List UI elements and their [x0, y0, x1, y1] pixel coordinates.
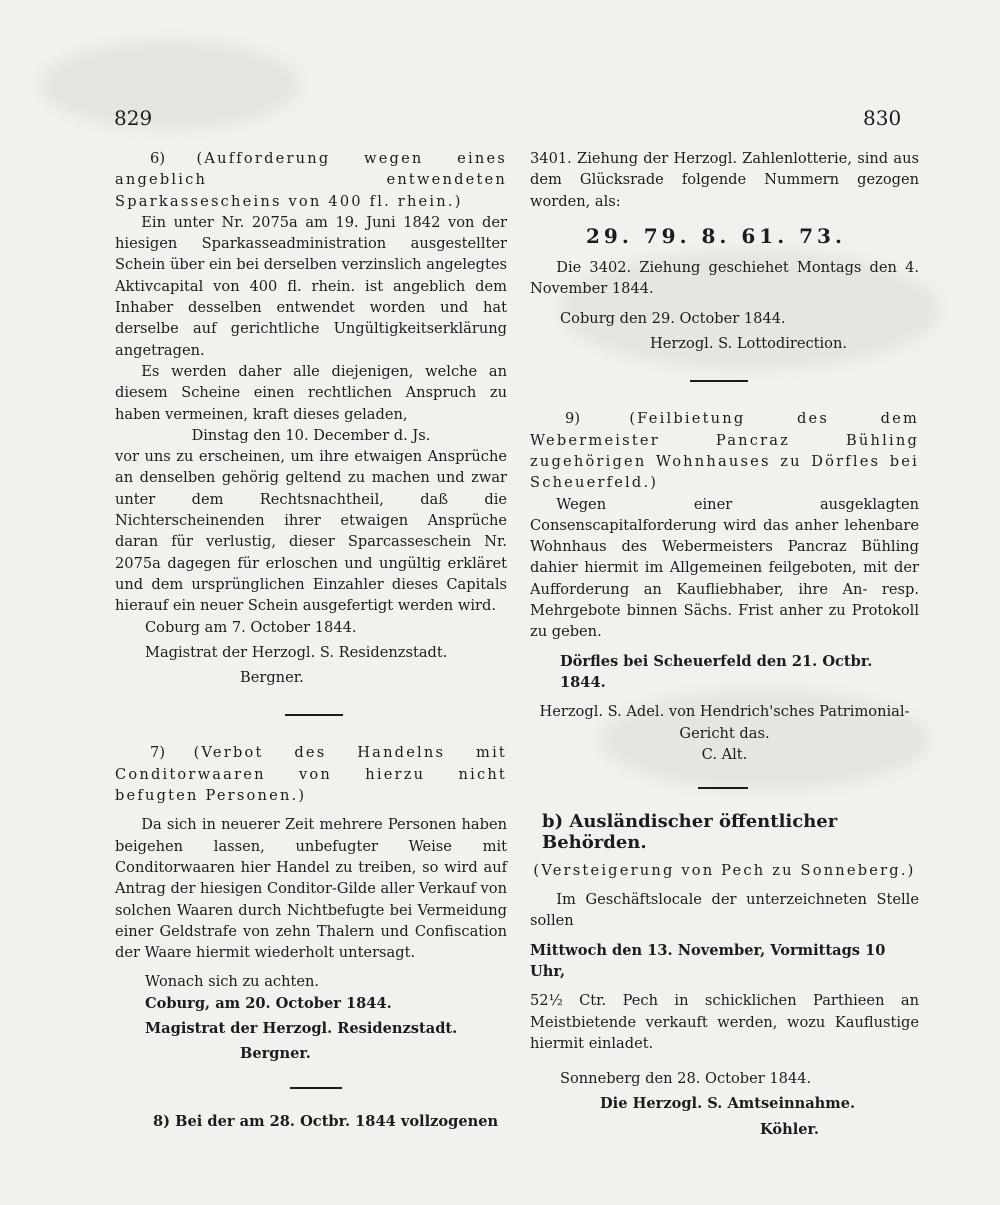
paragraph: 52½ Ctr. Pech in schicklichen Parthieen an Meistbietende verkauft werden, wozu Kauflustige hiermit einladet.	[530, 992, 919, 1052]
section-heading: b) Ausländischer öffentlicher Behörden.	[542, 811, 838, 854]
lottery-numbers: 29. 79. 8. 61. 73.	[586, 223, 846, 248]
paragraph: 3401. Ziehung der Herzogl. Zahlenlotterie, sind aus dem Glücksrade folgende Nummern gezogen worden, als:	[530, 150, 919, 210]
paragraph: Wegen einer ausgeklagten Consenscapitalforderung wird das anher lehenbare Wohnhaus des Webermeisters Pancraz Bühling dahier hiermit im Allgemeinen feilgeboten, mit der Aufforderung an Kaufliebhaber, ihre An- resp. Mehrgebote binnen Sächs. Frist anher zu Protokoll zu geben.	[530, 495, 919, 641]
page-number-left: 829	[114, 106, 153, 130]
section-divider	[285, 714, 343, 716]
signature-authority: Magistrat der Herzogl. S. Residenzstadt.	[145, 643, 448, 661]
paragraph: Es werden daher alle diejenigen, welche an diesem Scheine einen rechtlichen Anspruch zu haben vermeinen, kraft dieses geladen,	[115, 362, 507, 423]
signature-name: Bergner.	[240, 669, 304, 687]
place-date: Coburg am 7. October 1844.	[145, 618, 357, 636]
paragraph: Die 3402. Ziehung geschiehet Montags den 4. November 1844.	[530, 259, 919, 298]
section-divider	[698, 787, 748, 789]
signature-authority: Magistrat der Herzogl. Residenzstadt.	[145, 1019, 458, 1037]
signature-authority: Herzogl. S. Adel. von Hendrich'sches Patrimonial-Gericht das.	[539, 703, 910, 742]
centered-date: Dinstag den 10. December d. Js.	[191, 426, 431, 444]
item-9-title	[530, 408, 919, 493]
paragraph: Im Geschäftslocale der unterzeichneten Stelle sollen	[530, 891, 919, 930]
left-column	[115, 148, 507, 1132]
closing-line: Wonach sich zu achten.	[145, 973, 320, 991]
item-7-title	[115, 742, 507, 806]
section-divider	[290, 1087, 342, 1089]
signature-name: Köhler.	[760, 1120, 819, 1138]
item-number: 7)	[150, 744, 166, 762]
item-8-start: 8) Bei der am 28. Octbr. 1844 vollzogenen	[153, 1112, 499, 1130]
right-column	[530, 148, 919, 1140]
item-number: 6)	[150, 150, 166, 167]
auction-date: Mittwoch den 13. November, Vormittags 10 Uhr,	[530, 941, 886, 980]
paragraph: vor uns zu erscheinen, um ihre etwaigen Ansprüche an denselben gehörig geltend zu machen und zwar unter dem Rechtsnachtheil, daß die Nichterscheinenden ihrer etwaigen Ansprüche daran für verlustig, dieser Sparcasseschein Nr. 2075a dagegen für erloschen und ungültig erkläret und dem ursprünglichen Einzahler dieses Capitals hierauf ein neuer Schein ausgefertigt werden wird.	[115, 448, 507, 615]
place-date: Sonneberg den 28. October 1844.	[560, 1070, 812, 1088]
paragraph: Da sich in neuerer Zeit mehrere Personen haben beigehen lassen, unbefugter Weise mit Conditorwaaren hier Handel zu treiben, so wird auf Antrag der hiesigen Conditor-Gilde aller Verkauf von solchen Waaren durch Nichtbefugte bei Vermeidung einer Geldstrafe von zehn Thalern und Confiscation der Waare hiermit wiederholt untersagt.	[115, 816, 507, 962]
section-divider	[690, 380, 748, 382]
item-title-text: (Versteigerung von Pech zu Sonneberg.)	[533, 861, 916, 879]
paragraph: Ein unter Nr. 2075a am 19. Juni 1842 von der hiesigen Sparkasseadministration ausgestellter Schein über ein bei derselben verzinslich angelegtes Aktivcapital von 400 fl. rhein. ist angeblich dem Inhaber desselben entwendet worden und hat derselbe auf gerichtliche Ungültigkeitserklärung angetragen.	[115, 213, 507, 359]
place-date: Coburg, am 20. October 1844.	[145, 994, 392, 1012]
signature-authority: Die Herzogl. S. Amtseinnahme.	[600, 1095, 856, 1113]
signature-name: Bergner.	[240, 1045, 311, 1063]
item-number: 9)	[565, 410, 581, 428]
signature-name: C. Alt.	[701, 745, 748, 763]
place-date: Dörfles bei Scheuerfeld den 21. Octbr. 1844.	[560, 652, 873, 691]
item-title-text: (Verbot des Handelns mit Conditorwaaren von hierzu nicht befugten Personen.)	[115, 744, 507, 805]
item-title-text: (Feilbietung des dem Webermeister Pancraz Bühling zugehörigen Wohnhauses zu Dörfles bei Scheuerfeld.)	[530, 410, 919, 492]
place-date: Coburg den 29. October 1844.	[560, 309, 786, 327]
signature-authority: Herzogl. S. Lottodirection.	[650, 335, 848, 353]
scan-smudge	[40, 40, 300, 130]
item-title-text: (Aufforderung wegen eines angeblich entwendeten Sparkassescheins von 400 fl. rhein.)	[115, 150, 507, 210]
item-6-title	[115, 148, 507, 212]
page-number-right: 830	[863, 106, 902, 130]
